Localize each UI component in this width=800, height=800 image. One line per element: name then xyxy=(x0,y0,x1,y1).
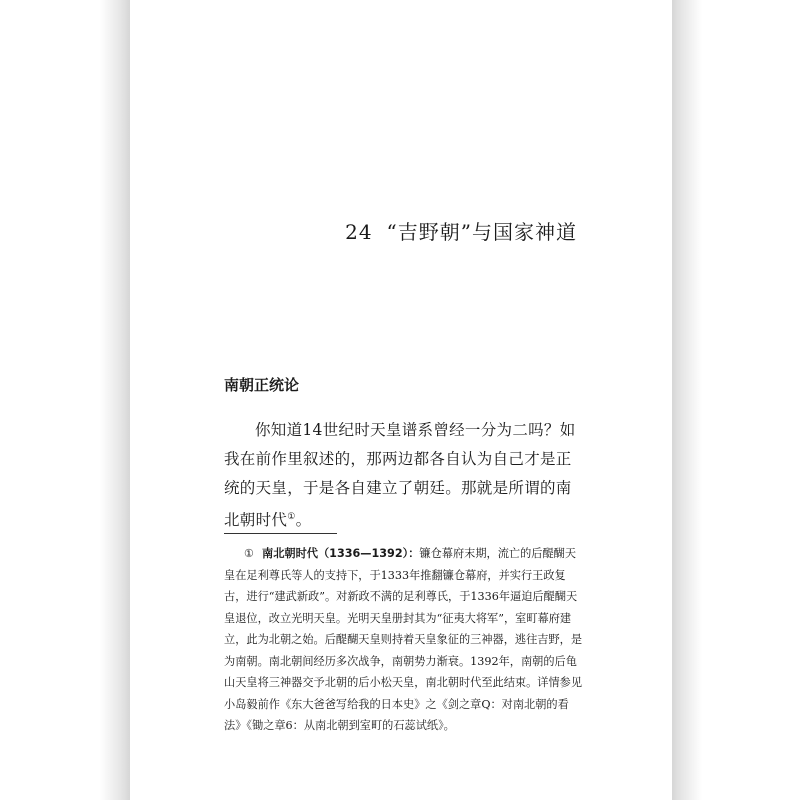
footnote-paragraph xyxy=(224,543,584,737)
page-shadow-right xyxy=(672,0,702,800)
footnote xyxy=(224,543,584,737)
footnote-text: 镰仓幕府末期，流亡的后醍醐天皇在足利尊氏等人的支持下，于1333年推翻镰仓幕府，并实行王政复古，进行“建武新政”。对新政不满的足利尊氏，于1336年逼迫后醍醐天皇退位，改立光明天皇。光明天皇册封其为“征夷大将军”，室町幕府建立，此为北朝之始。后醍醐天皇则持着天皇象征的三神器，逃往吉野，是为南朝。南北朝间经历多次战争，南朝势力渐衰。1392年，南朝的后龟山天皇将三神器交予北朝的后小松天皇，南北朝时代至此结束。详情参见小岛毅前作《东大爸爸写给我的日本史》之《剑之章Q：对南北朝的看法》《锄之章6：从南北朝到室町的石蕊试纸》。 xyxy=(224,547,583,732)
chapter-title xyxy=(345,216,577,245)
page-shadow-left xyxy=(100,0,130,800)
body-text xyxy=(224,416,584,535)
body-paragraph-text: 你知道14世纪时天皇谱系曾经一分为二吗？如我在前作里叙述的，那两边都各自认为自己才是正统的天皇，于是各自建立了朝廷。那就是所谓的南北朝时代 xyxy=(224,421,576,530)
footnote-term: 南北朝时代（1336—1392）： xyxy=(262,547,420,560)
footnote-reference: ① xyxy=(287,512,296,522)
chapter-number: 24 xyxy=(345,220,373,244)
body-paragraph-end: 。 xyxy=(295,511,312,530)
section-heading: 南朝正统论 xyxy=(224,376,300,394)
footnote-divider xyxy=(224,533,337,534)
footnote-marker: ① xyxy=(244,547,255,560)
chapter-title-text: “吉野朝”与国家神道 xyxy=(386,220,577,244)
body-paragraph xyxy=(224,416,584,535)
book-page xyxy=(130,0,672,800)
